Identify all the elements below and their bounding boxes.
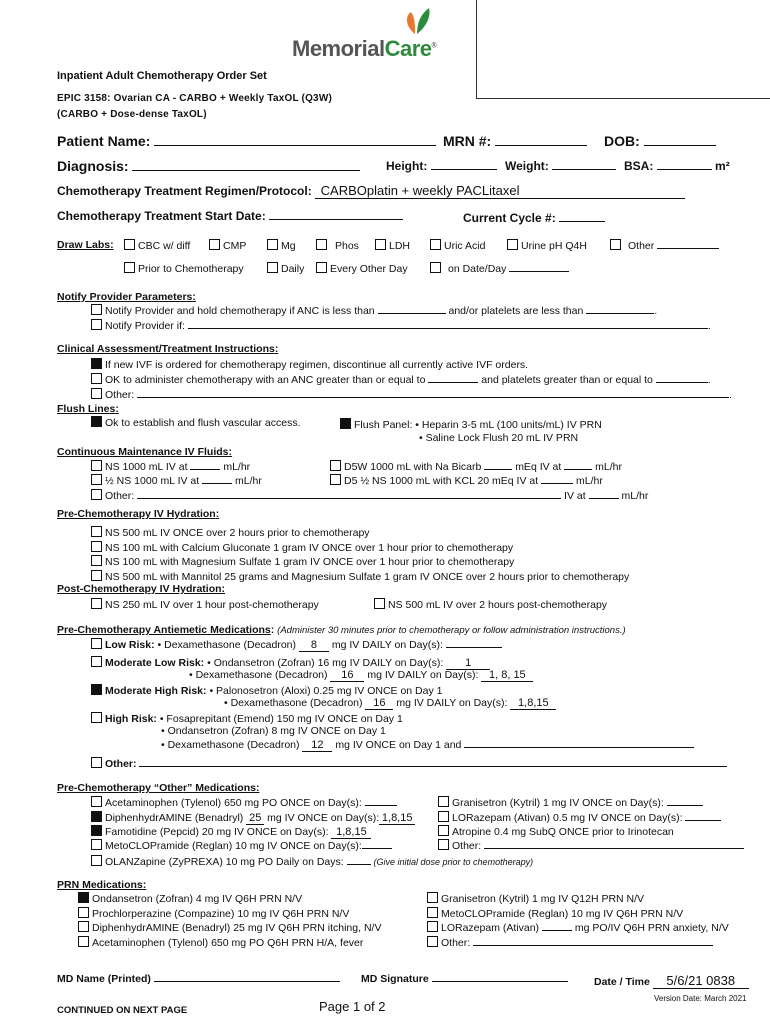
checkbox[interactable] (330, 460, 341, 471)
days-field[interactable] (347, 864, 371, 865)
md-name-field[interactable] (154, 981, 340, 982)
checkbox[interactable] (91, 555, 102, 566)
platelet-ge-field[interactable] (656, 382, 708, 383)
rate-field[interactable] (190, 469, 220, 470)
modlow-dex-dose[interactable]: 16 (330, 669, 364, 682)
prn-l1[interactable]: Ondansetron (Zofran) 4 mg IV Q6H PRN N/V (78, 892, 302, 905)
othermeds-l1[interactable]: Acetaminophen (Tylenol) 650 mg PO ONCE on Day(s): (91, 796, 397, 809)
checkbox-checked[interactable] (78, 892, 89, 903)
othermeds-l3[interactable]: Famotidine (Pepcid) 20 mg IV ONCE on Day(s): 1,8,15 (91, 825, 371, 839)
checkbox[interactable] (330, 474, 341, 485)
page-number: Page 1 of 2 (319, 999, 386, 1014)
lab-other[interactable] (610, 239, 719, 252)
date-time: Date / Time 5/6/21 0838 (594, 973, 749, 989)
checkbox-checked[interactable] (91, 811, 102, 822)
othermeds-r2[interactable]: LORazepam (Ativan) 0.5 mg IV ONCE on Day(s): (438, 811, 721, 824)
prn-l4[interactable]: Acetaminophen (Tylenol) 650 mg PO Q6H PRN H/A, fever (78, 936, 363, 949)
lab-phos[interactable] (316, 239, 359, 252)
lab-prior-chemo[interactable] (124, 262, 244, 275)
checkbox[interactable] (124, 262, 135, 273)
prn-r2[interactable]: MetoCLOPramide (Reglan) 10 mg IV Q6H PRN N/V (427, 907, 683, 920)
checkbox[interactable] (91, 489, 102, 500)
prn-r4[interactable]: Other: (427, 936, 713, 949)
days-field[interactable]: 1,8,15 (331, 826, 371, 839)
lab-label: CMP (223, 240, 247, 252)
checkbox[interactable] (209, 239, 220, 250)
antiemetic-high[interactable]: High Risk: • Fosaprepitant (Emend) 150 mg IV ONCE on Day 1 (91, 712, 403, 725)
regimen-value: CARBOplatin + weekly PACLitaxel (320, 183, 520, 198)
clinical-heading: Clinical Assessment/Treatment Instructions: (57, 343, 279, 355)
height-label: Height: (386, 159, 428, 173)
low-days-field[interactable] (446, 647, 502, 648)
lab-label: Prior to Chemotherapy (138, 263, 244, 275)
notify-heading: Notify Provider Parameters: (57, 291, 196, 303)
dose-field[interactable] (542, 930, 572, 931)
antiemetic-heading: Pre-Chemotherapy Antiemetic Medications: (Administer 30 minutes prior to chemotherapy or follow administration instructions.) (57, 624, 626, 636)
maint-d5-half-ns[interactable]: D5 ½ NS 1000 mL with KCL 20 mEq IV at mL/hr (330, 474, 603, 487)
platelet-field[interactable] (586, 313, 654, 314)
mrn-field[interactable] (495, 145, 587, 146)
continued-note: CONTINUED ON NEXT PAGE (57, 1005, 188, 1016)
checkbox-checked[interactable] (91, 684, 102, 695)
other-field[interactable] (484, 848, 744, 849)
modlow-dex-days[interactable]: 1, 8, 15 (481, 669, 533, 682)
antiemetic-modlow-dex: • Dexamethasone (Decadron) 16 mg IV DAILY on Day(s): 1, 8, 15 (189, 669, 533, 682)
cycle-label: Current Cycle #: (463, 211, 556, 225)
maint-ns[interactable]: NS 1000 mL IV at mL/hr (91, 460, 250, 473)
checkbox[interactable] (91, 319, 102, 330)
rate-field[interactable] (589, 498, 619, 499)
checkbox[interactable] (438, 811, 449, 822)
checkbox[interactable] (427, 936, 438, 947)
checkbox-checked[interactable] (340, 418, 351, 429)
othermeds-l2[interactable]: DiphenhydrAMINE (Benadryl) 25 mg IV ONCE on Day(s): 1,8,15 (91, 811, 415, 825)
lab-other-field[interactable] (657, 248, 719, 249)
checkbox[interactable] (374, 598, 385, 609)
high-dex-days[interactable] (464, 747, 694, 748)
prn-l2[interactable]: Prochlorperazine (Compazine) 10 mg IV Q6H PRN N/V (78, 907, 349, 920)
lab-label: CBC w/ diff (138, 240, 191, 252)
lab-mg[interactable] (267, 239, 296, 252)
other-field[interactable] (473, 945, 713, 946)
start-date-field[interactable] (269, 219, 403, 220)
cycle-field[interactable] (559, 221, 605, 222)
lab-label: Urine pH Q4H (521, 240, 587, 252)
bicarb-field[interactable] (484, 469, 512, 470)
maint-d5w[interactable]: D5W 1000 mL with Na Bicarb mEq IV at mL/hr (330, 460, 622, 473)
leaf-icon (403, 8, 433, 36)
days-field[interactable] (362, 848, 392, 849)
prn-heading: PRN Medications: (57, 879, 147, 891)
version-date: Version Date: March 2021 (654, 994, 747, 1003)
regimen-field[interactable] (315, 183, 685, 199)
othermeds-r4[interactable]: Other: (438, 839, 744, 852)
bsa-label: BSA: (624, 159, 654, 173)
checkbox[interactable] (91, 388, 102, 399)
flush-heading: Flush Lines: (57, 403, 119, 415)
checkbox[interactable] (91, 304, 102, 315)
lab-on-date[interactable] (430, 262, 569, 275)
prehyd-item-4[interactable]: NS 500 mL with Mannitol 25 grams and Magnesium Sulfate 1 gram IV ONCE over 2 hours prior to chemotherapy (91, 570, 629, 583)
checkbox[interactable] (430, 262, 441, 273)
notify-line-2[interactable]: Notify Provider if: . (91, 319, 711, 332)
checkbox[interactable] (430, 239, 441, 250)
maint-half-ns[interactable]: ½ NS 1000 mL IV at mL/hr (91, 474, 262, 487)
othermeds-heading: Pre-Chemotherapy “Other” Medications: (57, 782, 260, 794)
prehyd-item-2[interactable]: NS 100 mL with Calcium Gluconate 1 gram IV ONCE over 1 hour prior to chemotherapy (91, 541, 513, 554)
md-signature-field[interactable] (432, 981, 568, 982)
clinical-other-field[interactable] (137, 397, 729, 398)
rate-field[interactable] (202, 483, 232, 484)
checkbox[interactable] (124, 239, 135, 250)
checkbox[interactable] (91, 598, 102, 609)
checkbox[interactable] (78, 907, 89, 918)
regimen-label: Chemotherapy Treatment Regimen/Protocol: (57, 184, 312, 198)
lab-label: Other (628, 240, 655, 252)
low-dose-field[interactable]: 8 (299, 639, 329, 652)
maint-other-field[interactable] (137, 498, 561, 499)
days-field[interactable]: 1,8,15 (379, 812, 415, 825)
patient-name-field[interactable] (154, 145, 436, 146)
othermeds-l5[interactable]: OLANZapine (ZyPREXA) 10 mg PO Daily on Days: (Give initial dose prior to chemotherapy) (91, 855, 533, 868)
days-field[interactable] (365, 805, 397, 806)
flush-right[interactable]: Flush Panel: • Heparin 3-5 mL (100 units/mL) IV PRN (340, 418, 602, 431)
antiemetic-modhigh-dex: • Dexamethasone (Decadron) 16 mg IV DAILY on Day(s): 1,8,15 (224, 697, 556, 710)
logo-text-care: Care (384, 36, 432, 61)
posthyd-heading: Post-Chemotherapy IV Hydration: (57, 583, 226, 595)
lab-label: Every Other Day (330, 263, 408, 275)
dob-label: DOB: (604, 133, 640, 149)
logo-text-memorial: Memorial (292, 36, 385, 61)
checkbox[interactable] (375, 239, 386, 250)
dob-field[interactable] (644, 145, 716, 146)
rate-field[interactable] (541, 483, 573, 484)
lab-label: Uric Acid (444, 240, 486, 252)
patient-name-label: Patient Name: (57, 133, 151, 149)
checkbox-checked[interactable] (91, 416, 102, 427)
bsa-field[interactable] (657, 169, 712, 170)
prehyd-heading: Pre-Chemotherapy IV Hydration: (57, 508, 220, 520)
draw-labs-label: Draw Labs: (57, 239, 114, 251)
lab-cmp[interactable] (209, 239, 246, 252)
days-field[interactable] (685, 820, 721, 821)
start-date-label: Chemotherapy Treatment Start Date: (57, 209, 266, 223)
checkbox[interactable] (78, 936, 89, 947)
prehyd-item-1[interactable]: NS 500 mL IV ONCE over 2 hours prior to chemotherapy (91, 526, 370, 539)
flush-right-2: • Saline Lock Flush 20 mL IV PRN (419, 432, 579, 444)
checkbox[interactable] (267, 262, 278, 273)
mrn-label: MRN #: (443, 133, 492, 149)
high-dex-dose[interactable]: 12 (302, 739, 332, 752)
patient-label-box (476, 0, 770, 99)
maint-heading: Continuous Maintenance IV Fluids: (57, 446, 233, 458)
checkbox[interactable] (316, 262, 327, 273)
lab-label: Phos (335, 240, 359, 252)
checkbox[interactable] (438, 825, 449, 836)
anc-ge-field[interactable] (428, 382, 478, 383)
prn-l3[interactable]: DiphenhydrAMINE (Benadryl) 25 mg IV Q6H PRN itching, N/V (78, 921, 381, 934)
modhigh-dex-dose[interactable]: 16 (365, 697, 393, 710)
lab-date-field[interactable] (509, 271, 569, 272)
posthyd-right[interactable]: NS 500 mL IV over 2 hours post-chemotherapy (374, 598, 607, 611)
checkbox[interactable] (78, 921, 89, 932)
modhigh-dex-days[interactable]: 1,8,15 (510, 697, 556, 710)
md-signature: MD Signature (361, 973, 568, 985)
checkbox[interactable] (91, 570, 102, 581)
lab-label: Mg (281, 240, 296, 252)
clinical-line-2[interactable]: OK to administer chemotherapy with an ANC greater than or equal to and platelets greater than or equal to . (91, 373, 711, 386)
lab-label: LDH (389, 240, 411, 252)
checkbox[interactable] (316, 239, 327, 250)
lab-label: on Date/Day (448, 263, 507, 275)
lab-label: Daily (281, 263, 305, 275)
clinical-line-1[interactable]: If new IVF is ordered for chemotherapy regimen, discontinue all currently active IVF orders. (91, 358, 528, 371)
clinical-line-3[interactable]: Other: . (91, 388, 732, 401)
prn-r1[interactable]: Granisetron (Kytril) 1 mg IV Q12H PRN N/V (427, 892, 644, 905)
lab-ldh[interactable] (375, 239, 410, 252)
checkbox[interactable] (91, 712, 102, 723)
othermeds-r3[interactable]: Atropine 0.4 mg SubQ ONCE prior to Irinotecan (438, 825, 674, 838)
checkbox[interactable] (91, 474, 102, 485)
checkbox[interactable] (91, 460, 102, 471)
antiemetic-other-field[interactable] (139, 766, 727, 767)
checkbox[interactable] (507, 239, 518, 250)
checkbox[interactable] (91, 855, 102, 866)
checkbox[interactable] (91, 541, 102, 552)
checkbox[interactable] (427, 892, 438, 903)
dose-field[interactable]: 25 (246, 812, 264, 825)
antiemetic-high-ondansetron: • Ondansetron (Zofran) 8 mg IV ONCE on Day 1 (161, 725, 386, 737)
weight-label: Weight: (505, 159, 549, 173)
posthyd-left[interactable]: NS 250 mL IV over 1 hour post-chemotherapy (91, 598, 319, 611)
maint-other[interactable]: Other: IV at mL/hr (91, 489, 648, 502)
prehyd-item-3[interactable]: NS 100 mL with Magnesium Sulfate 1 gram IV ONCE over 1 hour prior to chemotherapy (91, 555, 514, 568)
lab-every-other-day[interactable] (316, 262, 408, 275)
sub-title: (CARBO + Dose-dense TaxOL) (57, 109, 207, 120)
lab-daily[interactable] (267, 262, 304, 275)
checkbox[interactable] (91, 796, 102, 807)
days-field[interactable] (667, 805, 703, 806)
logo-tm: ® (431, 42, 437, 50)
antiemetic-high-dex: • Dexamethasone (Decadron) 12 mg IV ONCE on Day 1 and (161, 739, 694, 752)
checkbox[interactable] (267, 239, 278, 250)
anc-field[interactable] (378, 313, 446, 314)
form-title: Inpatient Adult Chemotherapy Order Set (57, 70, 267, 82)
bsa-unit: m² (715, 159, 730, 173)
modlow-days-field[interactable]: 1 (446, 657, 490, 670)
antiemetic-low[interactable]: Low Risk: • Dexamethasone (Decadron) 8 mg IV DAILY on Day(s): (91, 638, 502, 652)
lab-uric-acid[interactable] (430, 239, 485, 252)
date-time-field[interactable]: 5/6/21 0838 (653, 973, 749, 989)
othermeds-r1[interactable]: Granisetron (Kytril) 1 mg IV ONCE on Day(s): (438, 796, 703, 809)
checkbox[interactable] (91, 373, 102, 384)
notify-line-1[interactable]: Notify Provider and hold chemotherapy if ANC is less than and/or platelets are less than . (91, 304, 657, 317)
checkbox[interactable] (427, 921, 438, 932)
antiemetic-modlow[interactable]: Moderate Low Risk: • Ondansetron (Zofran) 16 mg IV DAILY on Day(s): 1 (91, 656, 490, 670)
checkbox[interactable] (91, 638, 102, 649)
lab-cbc[interactable] (124, 239, 190, 252)
checkbox[interactable] (91, 839, 102, 850)
antiemetic-other[interactable]: Other: (91, 757, 727, 770)
weight-field[interactable] (552, 169, 616, 170)
checkbox[interactable] (91, 526, 102, 537)
prn-r3[interactable]: LORazepam (Ativan) mg PO/IV Q6H PRN anxiety, N/V (427, 921, 729, 934)
logo (292, 8, 452, 63)
checkbox[interactable] (610, 239, 621, 250)
height-field[interactable] (431, 169, 497, 170)
flush-left[interactable]: Ok to establish and flush vascular access. (91, 416, 301, 429)
checkbox[interactable] (438, 839, 449, 850)
checkbox[interactable] (91, 757, 102, 768)
lab-urine-ph[interactable] (507, 239, 587, 252)
checkbox-checked[interactable] (91, 825, 102, 836)
notify-if-field[interactable] (188, 328, 708, 329)
checkbox[interactable] (91, 656, 102, 667)
othermeds-l4[interactable]: MetoCLOPramide (Reglan) 10 mg IV ONCE on Day(s): (91, 839, 392, 852)
checkbox[interactable] (427, 907, 438, 918)
antiemetic-modhigh[interactable]: Moderate High Risk: • Palonosetron (Aloxi) 0.25 mg IV ONCE on Day 1 (91, 684, 442, 697)
md-name: MD Name (Printed) (57, 973, 340, 985)
diagnosis-label: Diagnosis: (57, 158, 129, 174)
checkbox-checked[interactable] (91, 358, 102, 369)
checkbox[interactable] (438, 796, 449, 807)
rate-field[interactable] (564, 469, 592, 470)
epic-line: EPIC 3158: Ovarian CA - CARBO + Weekly TaxOL (Q3W) (57, 93, 332, 104)
diagnosis-field[interactable] (132, 170, 360, 171)
